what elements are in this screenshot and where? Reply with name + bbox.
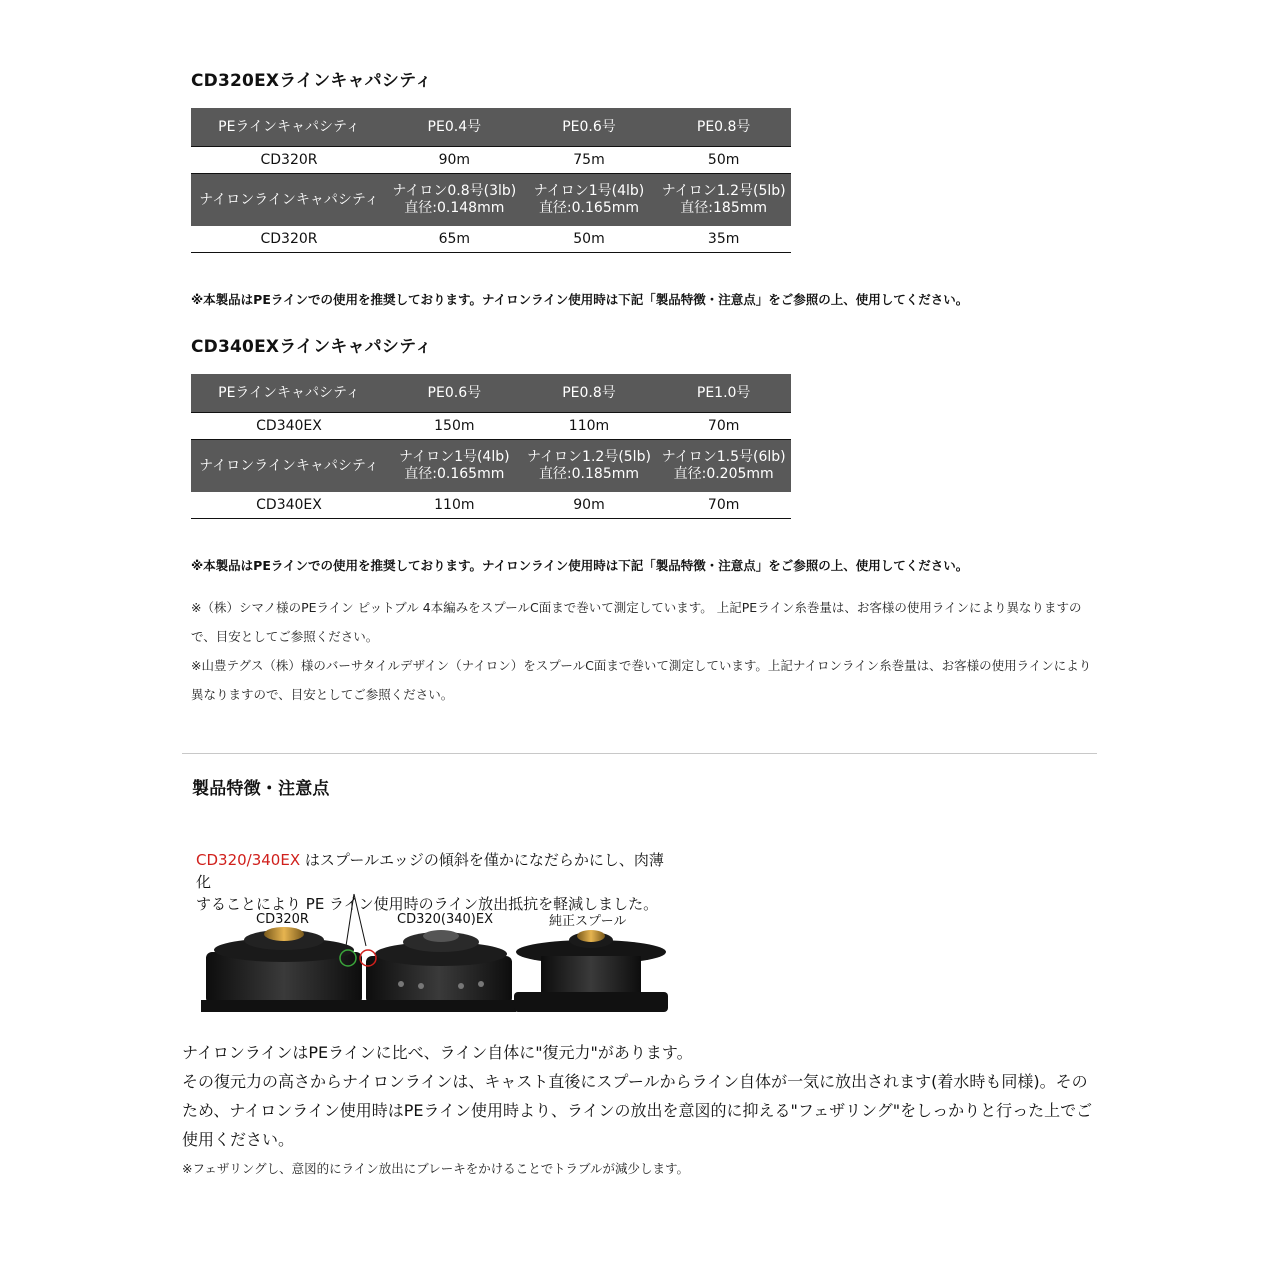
table-cell: 90m [387, 147, 522, 174]
table-header-cell [387, 174, 522, 227]
spool-comparison-image [196, 892, 676, 1014]
table-cell: 70m [656, 492, 791, 519]
table-header-cell [387, 440, 522, 493]
pe-measurement-note: ※（株）シマノ様のPEライン ピットブル 4本編みをスプールC面まで巻いて測定しています。 上記PEライン糸巻量は、お客様の使用ラインにより異なりますので、目安としてご参照ください。 [191, 600, 1082, 644]
table-header-cell: PE0.8号 [522, 374, 657, 413]
section-divider [182, 753, 1097, 754]
table-header-cell: PEラインキャパシティ [191, 108, 387, 147]
features-title: 製品特徴・注意点 [192, 779, 330, 799]
pe-recommend-note: ※本製品はPEラインでの使用を推奨しております。ナイロンライン使用時は下記「製品特徴・注意点」をご参照の上、使用してください。 [191, 292, 969, 307]
features-footnote: ※フェザリングし、意図的にライン放出にブレーキをかけることでトラブルが減少します。 [182, 1161, 689, 1176]
header-text: ナイロンラインキャパシティ [199, 457, 379, 474]
header-subtext: 直径:185mm [680, 200, 768, 216]
table-header-cell: PE1.0号 [656, 374, 791, 413]
spool-cd320r [201, 927, 367, 1012]
figure-caption-model: CD320/340EX [196, 851, 301, 869]
table-header-cell: PE0.8号 [656, 108, 791, 147]
table-header-row [191, 174, 791, 227]
table-cell: 70m [656, 413, 791, 440]
table-header-cell [191, 440, 387, 493]
table-cell: 35m [656, 226, 791, 253]
figure-label-stock-spool: 純正スプール [549, 914, 627, 929]
header-text: ナイロン1.5号(6lb) [661, 449, 786, 465]
header-text: ナイロン0.8号(3lb) [392, 183, 517, 199]
table-cell: CD340EX [191, 492, 387, 519]
nylon-measurement-note: ※山豊テグス（株）様のバーサタイルデザイン（ナイロン）をスプールC面まで巻いて測定しています。上記ナイロンライン糸巻量は、お客様の使用ラインにより異なりますので、目安としてご参照ください。 [191, 658, 1092, 702]
header-subtext: 直径:0.185mm [538, 466, 640, 482]
table-header-row [191, 108, 791, 147]
header-subtext: 直径:0.165mm [404, 466, 505, 482]
table-header-cell: PE0.6号 [387, 374, 522, 413]
table-header-row [191, 440, 791, 493]
table-header-cell [656, 440, 791, 493]
table-cell: 50m [656, 147, 791, 174]
features-paragraph-2: その復元力の高さからナイロンラインは、キャスト直後にスプールからライン自体が一気に放出されます(着水時も同様)。そのため、ナイロンライン使用時はPEライン使用時より、ラインの放出を意図的に抑える"フェザリング"をしっかりと行った上でご使用ください。 [182, 1072, 1093, 1149]
table-header-cell: PE0.6号 [522, 108, 657, 147]
table-cell: 65m [387, 226, 522, 253]
figure-caption-text: はスプールエッジの傾斜を僅かになだらかにし、肉薄化 [196, 851, 664, 891]
table-row [191, 147, 791, 174]
callout-line [346, 894, 354, 946]
table-cell: 110m [387, 492, 522, 519]
table-header-cell [656, 174, 791, 227]
pe-recommend-note: ※本製品はPEラインでの使用を推奨しております。ナイロンライン使用時は下記「製品特徴・注意点」をご参照の上、使用してください。 [191, 558, 969, 573]
table-row [191, 413, 791, 440]
table-cell: CD340EX [191, 413, 387, 440]
section-title-cd320ex: CD320EXラインキャパシティ [191, 71, 433, 91]
capacity-table-cd320ex [191, 108, 791, 253]
table-header-cell [191, 174, 387, 227]
callout-line [354, 894, 366, 946]
header-text: ナイロン1号(4lb) [533, 183, 645, 199]
header-text: ナイロン1号(4lb) [399, 449, 510, 465]
table-cell: 150m [387, 413, 522, 440]
header-text: ナイロン1.2号(5lb) [661, 183, 786, 199]
header-text: ナイロンラインキャパシティ [199, 191, 379, 208]
table-header-row [191, 374, 791, 413]
table-row [191, 226, 791, 253]
spool-cd320ex [362, 930, 516, 1012]
table-cell: CD320R [191, 147, 387, 174]
figure-caption-text: することにより PE ライン使用時のライン放出抵抗を軽減しました。 [196, 895, 659, 913]
table-cell: CD320R [191, 226, 387, 253]
spool-stock [514, 930, 668, 1012]
table-row [191, 492, 791, 519]
table-header-cell [522, 440, 657, 493]
figure-label-cd320ex: CD320(340)EX [397, 912, 493, 927]
table-cell: 50m [522, 226, 657, 253]
table-header-cell: PEラインキャパシティ [191, 374, 387, 413]
header-subtext: 直径:0.205mm [673, 466, 774, 482]
table-cell: 110m [522, 413, 657, 440]
table-cell: 90m [522, 492, 657, 519]
capacity-table-cd340ex [191, 374, 791, 519]
features-paragraph-1: ナイロンラインはPEラインに比べ、ライン自体に"復元力"があります。 [182, 1043, 693, 1062]
header-text: ナイロン1.2号(5lb) [527, 449, 651, 465]
section-title-cd340ex: CD340EXラインキャパシティ [191, 337, 433, 357]
header-subtext: 直径:0.148mm [404, 200, 505, 216]
header-subtext: 直径:0.165mm [538, 200, 640, 216]
figure-label-cd320r: CD320R [256, 912, 309, 927]
table-cell: 75m [522, 147, 657, 174]
table-header-cell: PE0.4号 [387, 108, 522, 147]
table-header-cell [522, 174, 657, 227]
